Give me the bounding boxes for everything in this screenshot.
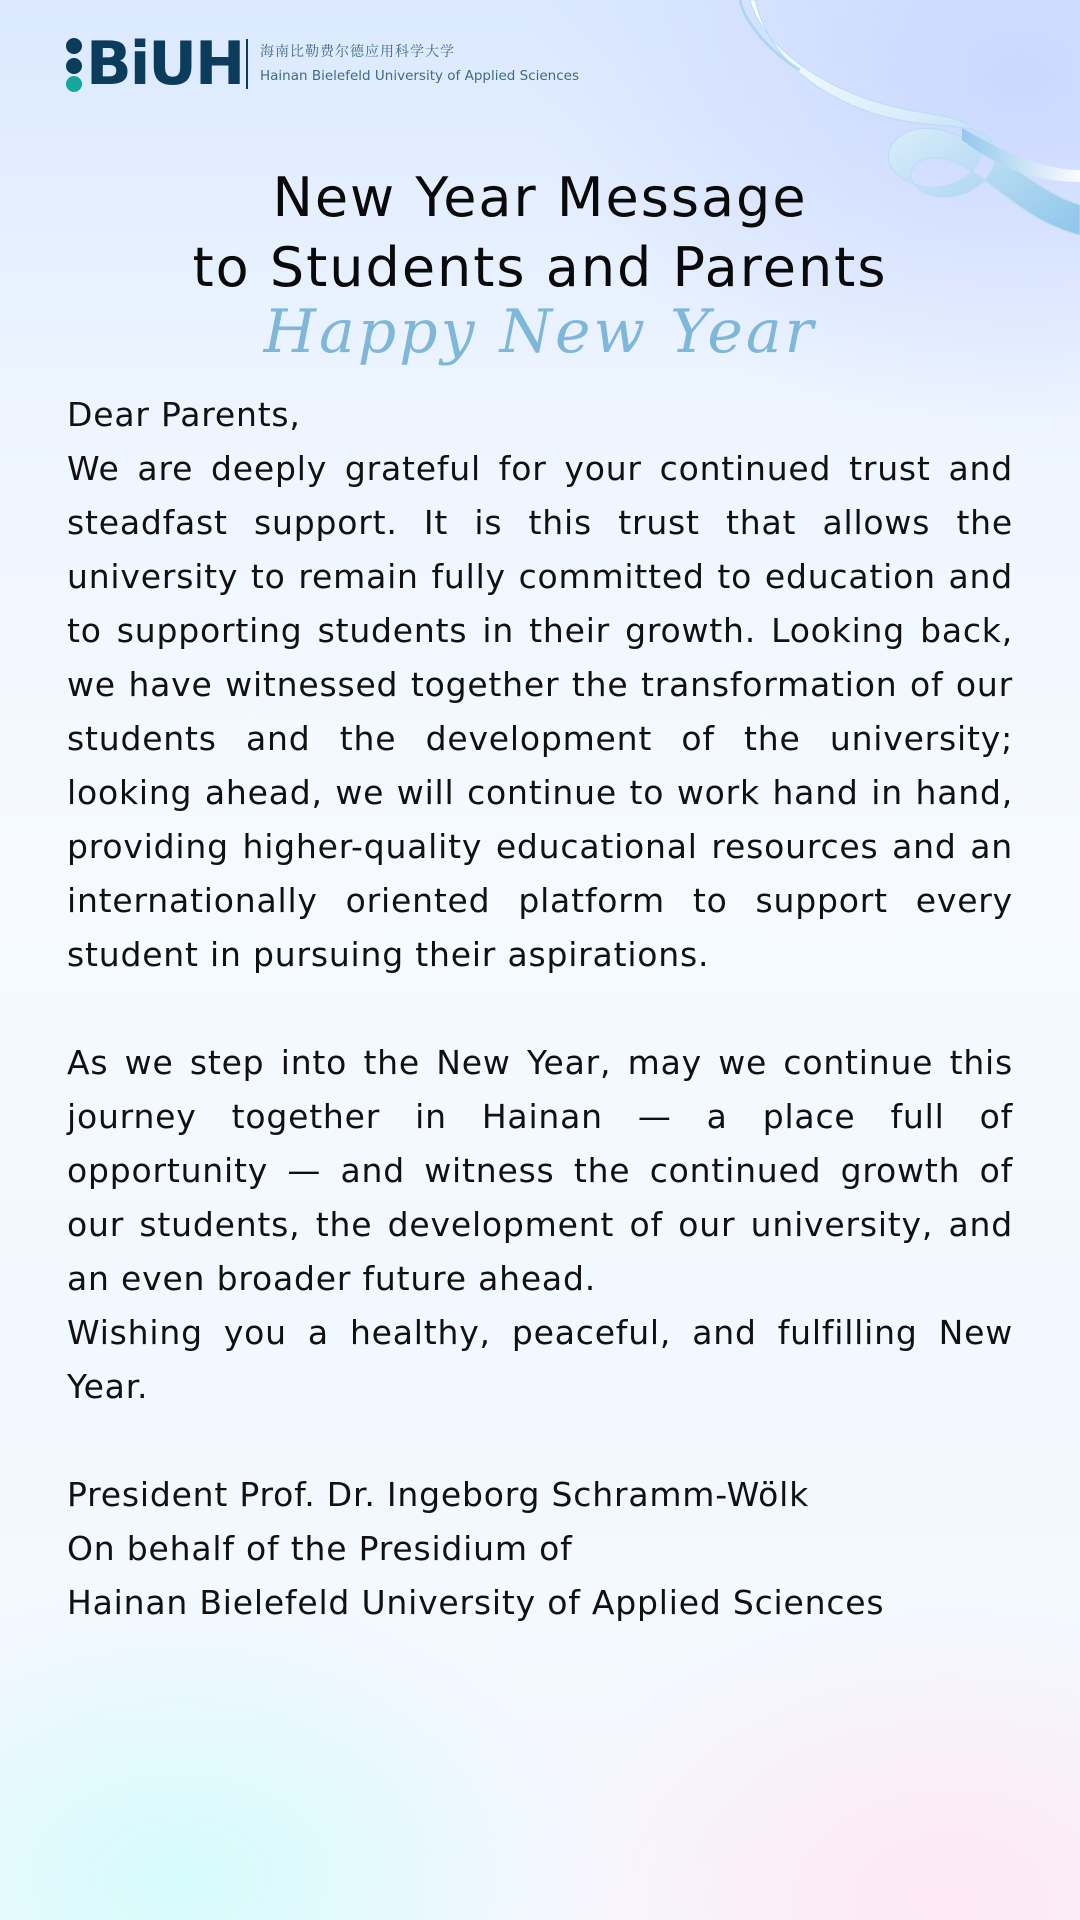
- signature-line-2: On behalf of the Presidium of: [67, 1529, 573, 1568]
- logo-wordmark: BiUH: [86, 29, 244, 99]
- paragraph-2: As we step into the New Year, may we continue this journey together in Hainan — a place full of opportunity — and witness the continued growth of our students, the development of our university, and an even broader future ahead.: [67, 1043, 1013, 1298]
- paragraph-gap: [67, 1414, 1013, 1468]
- logo-divider: [246, 39, 248, 89]
- logo-dots-icon: [66, 38, 82, 92]
- happy-new-year-script: Happy New Year: [263, 297, 817, 367]
- page-title-line-2: to Students and Parents: [192, 236, 888, 299]
- university-logo: [66, 29, 579, 99]
- logo-text: [260, 42, 579, 86]
- page-title-line-1: New Year Message: [272, 166, 808, 229]
- letter-body: [67, 388, 1013, 1630]
- paragraph-gap: [67, 982, 1013, 1036]
- signature-name: President Prof. Dr. Ingeborg Schramm-Wölk: [67, 1475, 809, 1514]
- paragraph-1: We are deeply grateful for your continued trust and steadfast support. It is this trust that allows the university to remain fully committed to education and to supporting students in their growth. Looking back, we have witnessed together the transformation of our students and the development of the university; looking ahead, we will continue to work hand in hand, providing higher-quality educational resources and an internationally oriented platform to support every student in pursuing their aspirations.: [67, 449, 1013, 974]
- logo-name-en: Hainan Bielefeld University of Applied Sciences: [260, 68, 579, 84]
- logo-name-cn: 海南比勒费尔德应用科学大学: [260, 44, 455, 60]
- salutation: Dear Parents,: [67, 395, 301, 434]
- logo-mark: [66, 29, 244, 99]
- signature-line-3: Hainan Bielefeld University of Applied Sciences: [67, 1583, 885, 1622]
- wishes: Wishing you a healthy, peaceful, and fulfilling New Year.: [67, 1313, 1013, 1406]
